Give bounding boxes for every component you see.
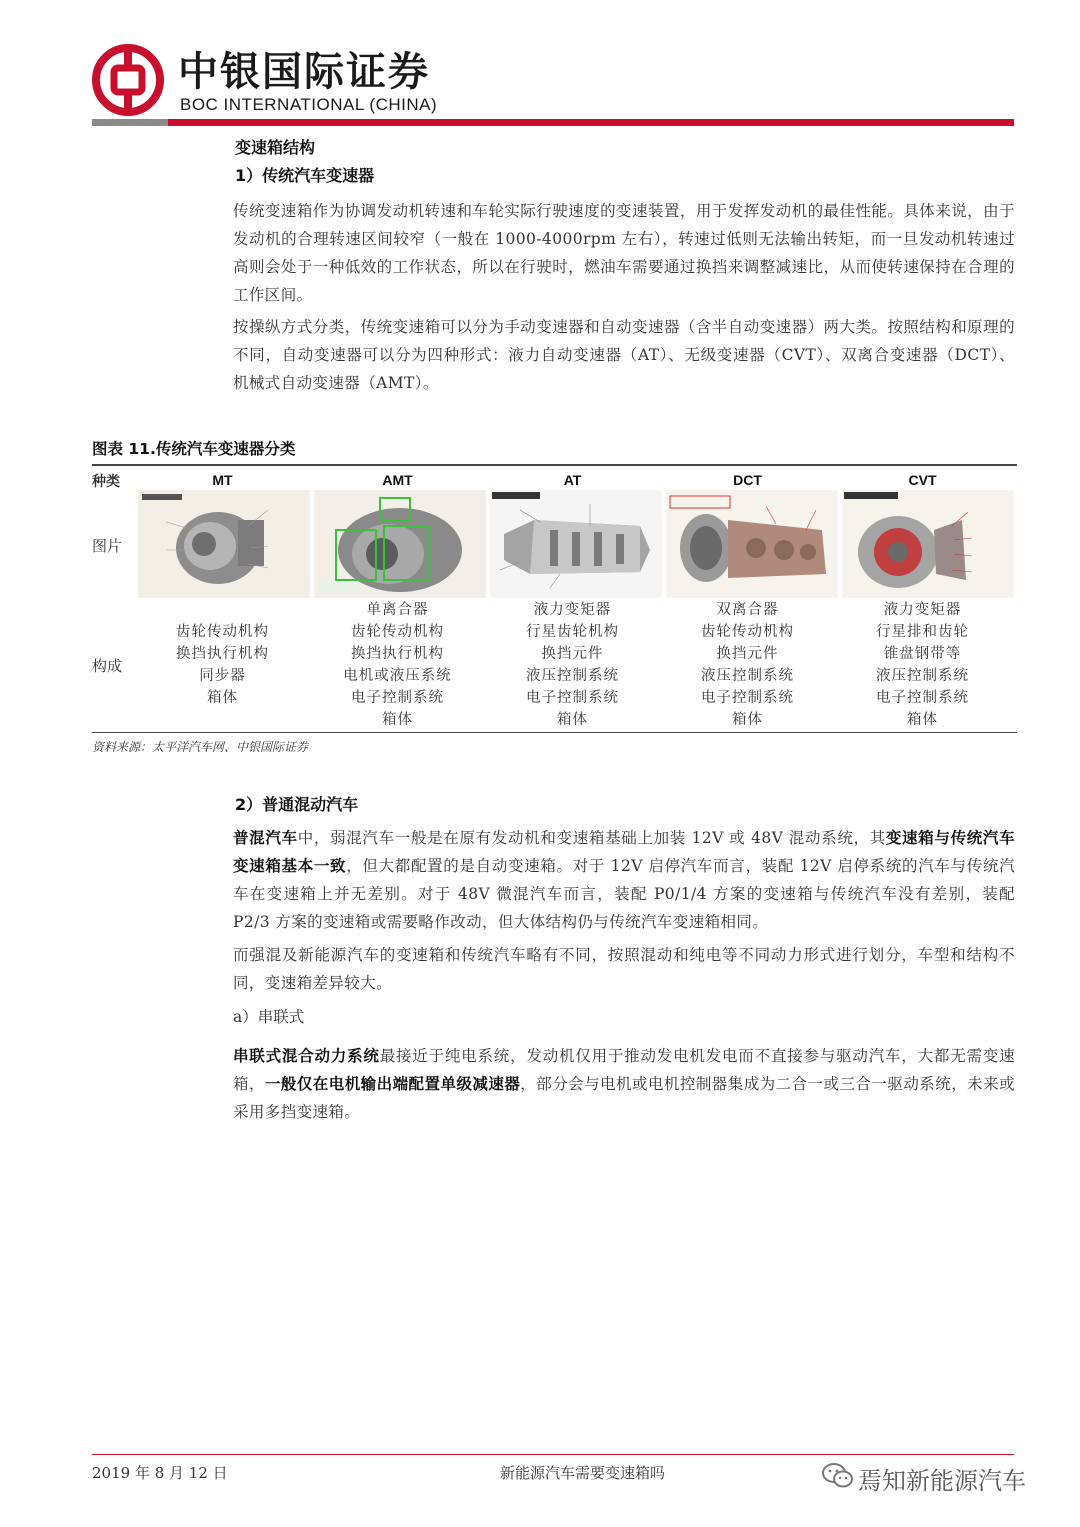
wechat-icon [822,1462,854,1490]
at-components [485,599,660,731]
amt-components [310,599,485,731]
dct-component: 换挡元件 [716,646,779,662]
table-top-rule [92,464,1017,466]
cvt-component: 液压控制系统 [876,668,969,684]
cvt-component: 液力变矩器 [883,602,962,618]
at-component: 箱体 [557,712,588,728]
brand-name-en: BOC INTERNATIONAL (CHINA) [180,95,438,114]
paragraph-2: 按操纵方式分类，传统变速箱可以分为手动变速器和自动变速器（含半自动变速器）两大类。按照结构和原理的不同，自动变速器可以分为四种形式：液力自动变速器（AT）、无级变速器（CVT）、双离合变速器（DCT）、机械式自动变速器（AMT）。 [233,318,1015,392]
cvt-component: 锥盘钢带等 [883,646,962,662]
dct-component: 齿轮传动机构 [701,624,794,640]
amt-component: 箱体 [382,712,413,728]
row-label-image: 图片 [92,537,123,555]
paragraph-1: 传统变速箱作为协调发动机转速和车轮实际行驶速度的变速装置，用于发挥发动机的最佳性能。具体来说，由于发动机的合理转速区间较窄（一般在 1000-4000rpm 左右），转速过低则无法输出转矩，而一旦发动机转速过高则会处于一种低效的工作状态，所以在行驶时，燃油车需要通过换挡来调整减速比，从而使转速保持在合理的工作区间。 [233,202,1015,304]
mt-component: 同步器 [199,668,246,684]
paragraph-3: 普混汽车中，弱混汽车一般是在原有发动机和变速箱基础上加装 12V 或 48V 混动系统，其变速箱与传统汽车变速箱基本一致，但大都配置的是自动变速箱。对于 12V 启停汽车而言，装配 12V 启停系统的汽车与传统汽车在变速箱上并无差别。对于 48V 微混汽车而言，装配 P0/1/4 方案的变速箱与传统汽车没有差别，装配 P2/3 方案的变速箱或需要略作改动，但大体结构仍与传统汽车变速箱相同。 [233,828,1015,931]
bold-term: 变速箱与传统汽车变速箱基本一致 [233,828,1015,875]
table-bottom-rule [92,732,1017,733]
column-header-at: AT [563,472,582,488]
at-component: 换挡元件 [541,646,604,662]
dct-component: 电子控制系统 [701,690,794,706]
mt-transmission-image [138,490,310,598]
cvt-components [835,599,1010,731]
dct-components [660,599,835,731]
boc-logo-icon [92,44,164,116]
cvt-component: 电子控制系统 [876,690,969,706]
at-component: 液力变矩器 [533,602,612,618]
row-label-composition: 构成 [92,657,123,675]
footer-title: 新能源汽车需要变速箱吗 [500,1464,666,1482]
subheading-series: a）串联式 [233,1008,305,1026]
column-header-amt: AMT [382,472,413,488]
mt-component [135,599,310,621]
paragraph-4: 而强混及新能源汽车的变速箱和传统汽车略有不同，按照混动和纯电等不同动力形式进行划分，车型和结构不同，变速箱差异较大。 [233,946,1015,992]
section-title: 变速箱结构 [235,138,316,157]
amt-component: 单离合器 [366,602,429,618]
amt-component: 电机或液压系统 [343,668,452,684]
mt-component: 齿轮传动机构 [176,624,269,640]
footer-date: 2019 年 8 月 12 日 [92,1464,228,1482]
dct-transmission-image [666,490,838,598]
at-component: 电子控制系统 [526,690,619,706]
amt-component: 齿轮传动机构 [351,624,444,640]
cvt-transmission-image [842,490,1014,598]
at-component: 液压控制系统 [526,668,619,684]
amt-component: 电子控制系统 [351,690,444,706]
mt-component: 换挡执行机构 [176,646,269,662]
at-component: 行星齿轮机构 [526,624,619,640]
column-header-mt: MT [212,472,233,488]
column-header-cvt: CVT [908,472,937,488]
mt-components [135,599,310,709]
subheading-traditional: 1）传统汽车变速器 [235,166,375,185]
subheading-hybrid: 2）普通混动汽车 [235,795,359,814]
cvt-component: 箱体 [907,712,938,728]
watermark-text: 焉知新能源汽车 [858,1467,1026,1495]
amt-component: 换挡执行机构 [351,646,444,662]
figure-title: 图表 11.传统汽车变速器分类 [92,440,296,458]
at-transmission-image [490,490,662,598]
bold-term: 普混汽车 [233,828,298,847]
row-label-type: 种类 [92,474,120,490]
column-header-dct: DCT [733,472,762,488]
figure-source: 资料来源：太平洋汽车网、中银国际证券 [92,740,309,754]
brand-name-cn: 中银国际证券 [178,49,430,95]
mt-component: 箱体 [207,690,238,706]
dct-component: 箱体 [732,712,763,728]
bold-term: 串联式混合动力系统 [233,1046,380,1065]
amt-transmission-image [314,490,486,598]
header-divider [92,119,1014,126]
paragraph-5: 串联式混合动力系统最接近于纯电系统，发动机仅用于推动发电机发电而不直接参与驱动汽车，大都无需变速箱，一般仅在电机输出端配置单级减速器，部分会与电机或电机控制器集成为二合一或三合一驱动系统，未来或采用多挡变速箱。 [233,1046,1015,1121]
cvt-component: 行星排和齿轮 [876,624,969,640]
dct-component: 液压控制系统 [701,668,794,684]
dct-component: 双离合器 [716,602,779,618]
bold-term: 一般仅在电机输出端配置单级减速器 [264,1074,521,1093]
footer-divider [92,1454,1014,1455]
header-divider-accent [92,119,168,126]
